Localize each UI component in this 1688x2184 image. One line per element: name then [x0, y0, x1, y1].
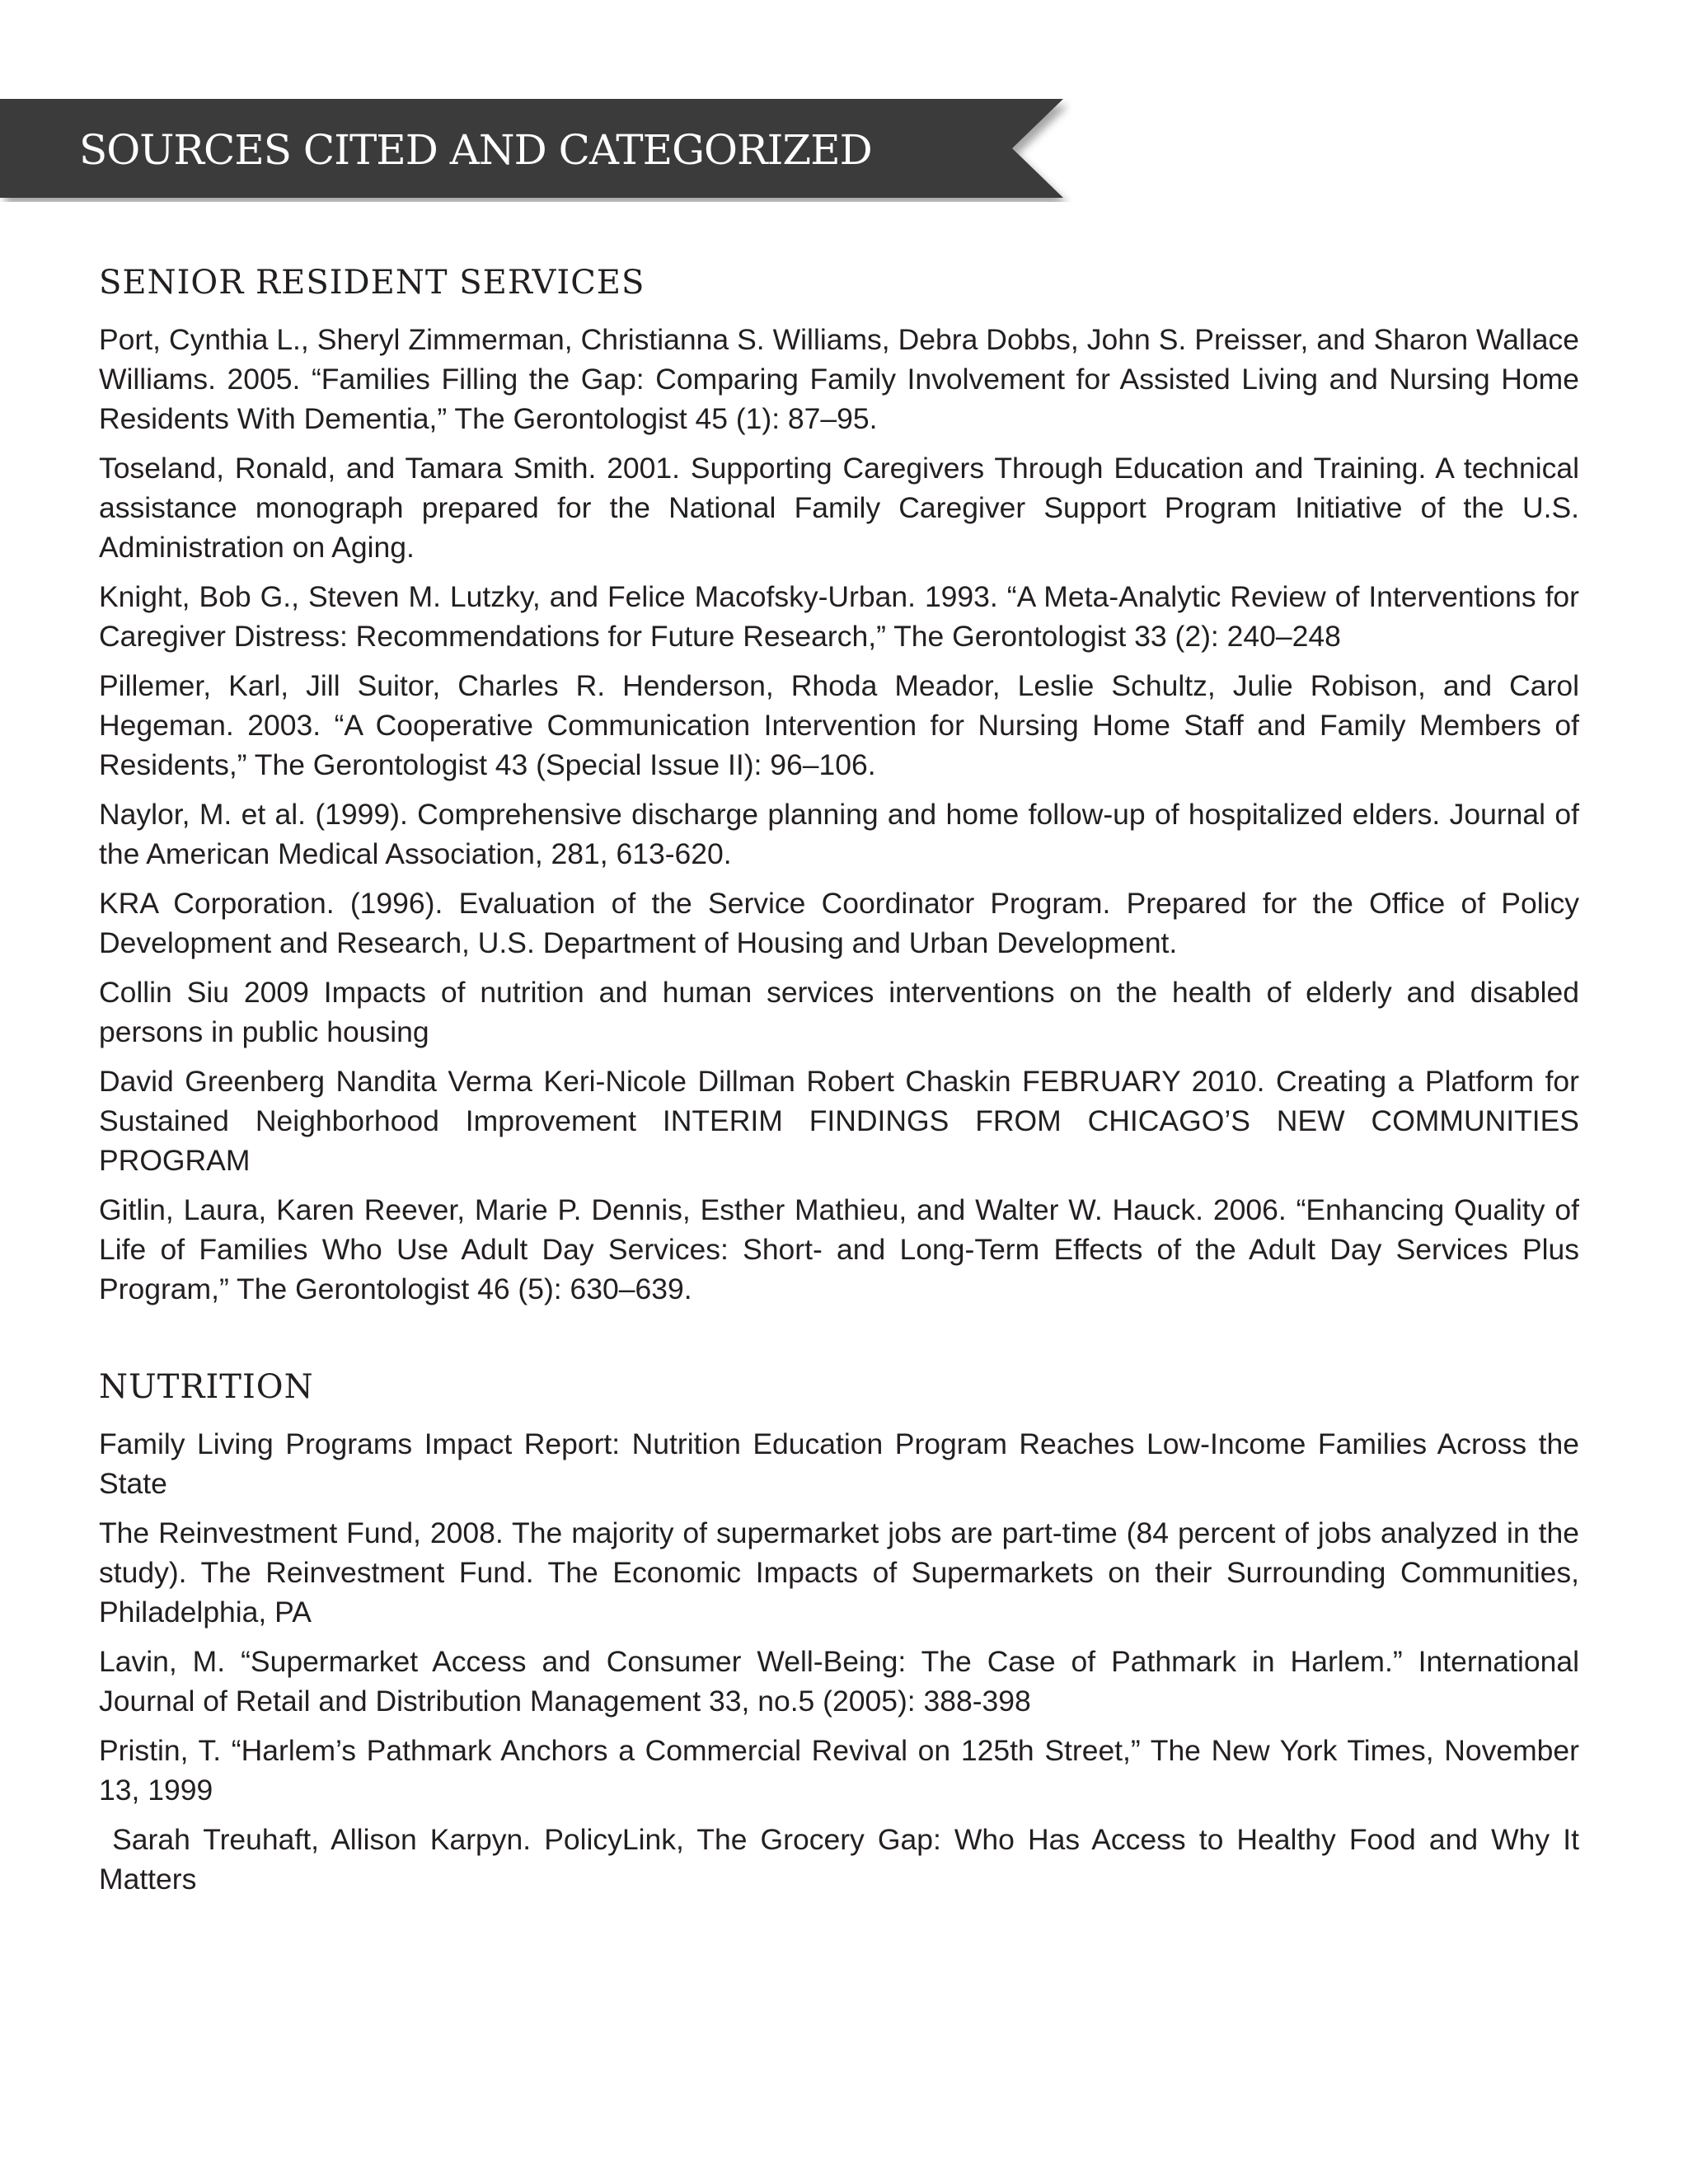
- references-content: [99, 264, 1587, 1909]
- reference-entry: Toseland, Ronald, and Tamara Smith. 2001. Supporting Caregivers Through Education and Training. A technical assistance monograph prepared for the National Family Caregiver Support Program Initiative of the U.S. Administration on Aging.: [99, 452, 1587, 564]
- reference-entry: Naylor, M. et al. (1999). Comprehensive discharge planning and home follow-up of hospitalized elders. Journal of the American Medical Association, 281, 613-620.: [99, 798, 1587, 870]
- reference-entry: Pristin, T. “Harlem’s Pathmark Anchors a Commercial Revival on 125th Street,” The New York Times, November 13, 1999: [99, 1734, 1587, 1807]
- reference-entry: KRA Corporation. (1996). Evaluation of the Service Coordinator Program. Prepared for the Office of Policy Development and Research, U.S. Department of Housing and Urban Development.: [99, 887, 1587, 959]
- reference-entry: Sarah Treuhaft, Allison Karpyn. PolicyLink, The Grocery Gap: Who Has Access to Healthy Food and Why It Matters: [99, 1823, 1587, 1896]
- section-heading: NUTRITION: [99, 1368, 314, 1406]
- section-banner: [0, 99, 1071, 202]
- section-senior-resident-services: [99, 264, 1587, 1309]
- reference-entry: Pillemer, Karl, Jill Suitor, Charles R. Henderson, Rhoda Meador, Leslie Schultz, Julie Robison, and Carol Hegeman. 2003. “A Cooperative Communication Intervention for Nursing Home Staff and Family Members of Residents,” The Gerontologist 43 (Special Issue II): 96–106.: [99, 669, 1587, 781]
- reference-entry: Family Living Programs Impact Report: Nutrition Education Program Reaches Low-Income Families Across the State: [99, 1427, 1587, 1500]
- section-heading: SENIOR RESIDENT SERVICES: [99, 264, 645, 302]
- section-nutrition: [99, 1368, 1587, 1899]
- reference-entry: David Greenberg Nandita Verma Keri-Nicole Dillman Robert Chaskin FEBRUARY 2010. Creating a Platform for Sustained Neighborhood Improvement INTERIM FINDINGS FROM CHICAGO’S NEW COMMUNITIES PROGRAM: [99, 1065, 1587, 1177]
- reference-entry: Knight, Bob G., Steven M. Lutzky, and Felice Macofsky-Urban. 1993. “A Meta-Analytic Review of Interventions for Caregiver Distress: Recommendations for Future Research,” The Gerontologist 33 (2): 240–248: [99, 580, 1587, 653]
- reference-entry: Gitlin, Laura, Karen Reever, Marie P. Dennis, Esther Mathieu, and Walter W. Hauck. 2006. “Enhancing Quality of Life of Families Who Use Adult Day Services: Short- and Long-Term Effects of the Adult Day Services Plus Program,” The Gerontologist 46 (5): 630–639.: [99, 1193, 1587, 1305]
- reference-entry: Lavin, M. “Supermarket Access and Consumer Well-Being: The Case of Pathmark in Harlem.” International Journal of Retail and Distribution Management 33, no.5 (2005): 388-398: [99, 1645, 1587, 1718]
- page-title: SOURCES CITED AND CATEGORIZED: [79, 126, 872, 174]
- reference-entry: Collin Siu 2009 Impacts of nutrition and human services interventions on the health of elderly and disabled persons in public housing: [99, 976, 1587, 1048]
- reference-entry: The Reinvestment Fund, 2008. The majority of supermarket jobs are part-time (84 percent of jobs analyzed in the study). The Reinvestment Fund. The Economic Impacts of Supermarkets on their Surrounding Communities, Philadelphia, PA: [99, 1516, 1587, 1629]
- reference-entry: Port, Cynthia L., Sheryl Zimmerman, Christianna S. Williams, Debra Dobbs, John S. Preisser, and Sharon Wallace Williams. 2005. “Families Filling the Gap: Comparing Family Involvement for Assisted Living and Nursing Home Residents With Dementia,” The Gerontologist 45 (1): 87–95.: [99, 323, 1587, 435]
